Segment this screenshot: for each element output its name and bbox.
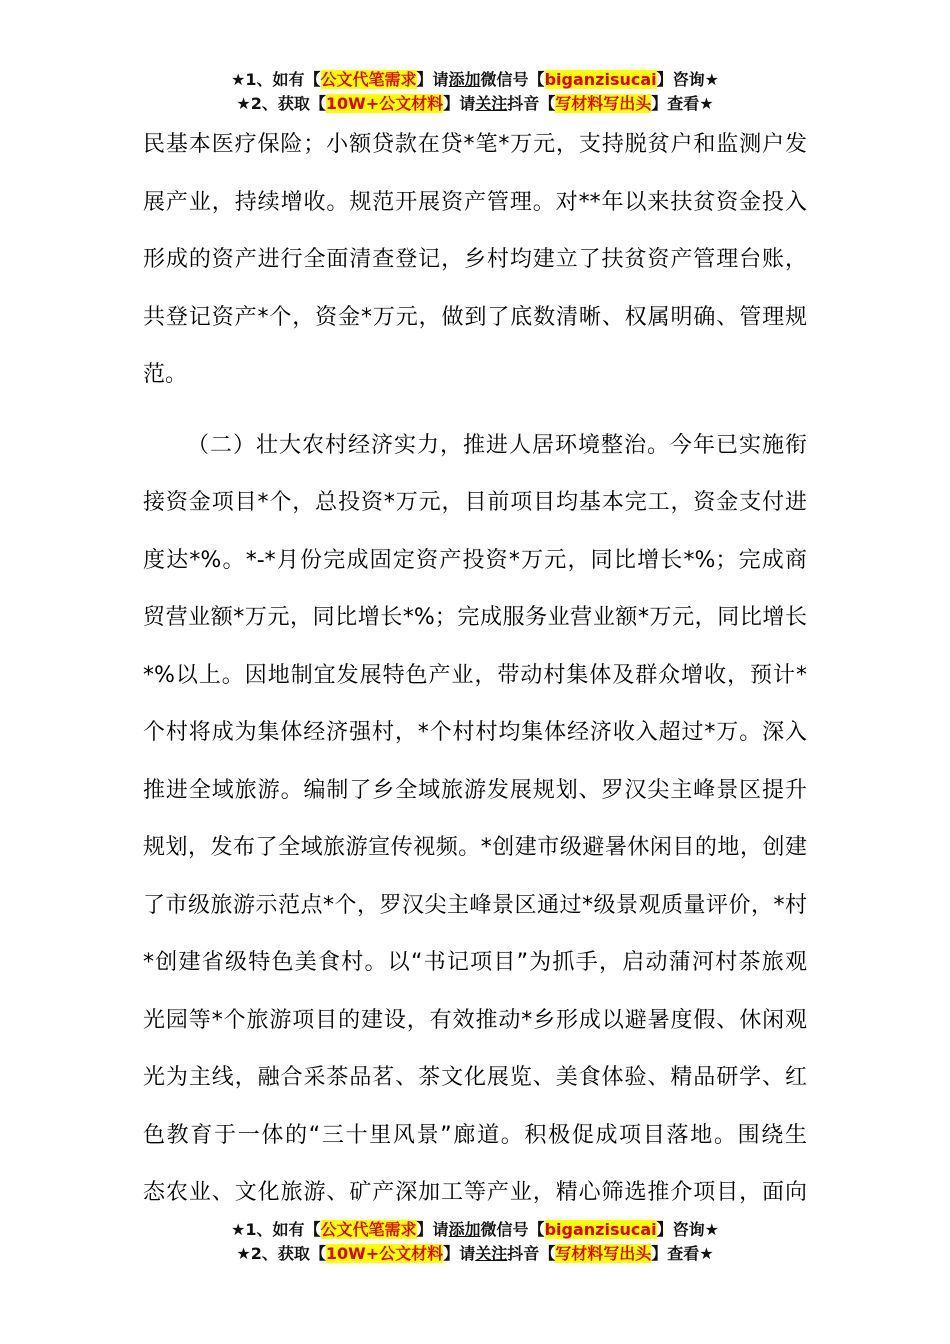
text-line: 民基本医疗保险；小额贷款在贷*笔*万元，支持脱贫户和监测户发 [143,132,807,157]
banner-text: 】请 [443,1244,476,1263]
text-line: 色教育于一体的“三十里风景”廊道。积极促成项目落地。围绕生 [143,1122,807,1148]
text-line: *%以上。因地制宜发展特色产业，带动村集体及群众增收，预计* [143,662,807,688]
highlight-text: 写材料写出头 [555,1244,652,1263]
underlined-text: 添加 [448,70,481,89]
paragraph-2 [143,417,807,1222]
highlight-text: 10W+公文材料 [325,1244,444,1263]
underlined-text: 添加 [448,1220,481,1239]
wechat-id-highlight: biganzisucai [544,70,657,89]
text-line: 共登记资产*个，资金*万元，做到了底数清晰、权属明确、管理规 [143,304,807,330]
text-line: 接资金项目*个，总投资*万元，目前项目均基本完工，资金支付进 [143,490,807,515]
banner-line-1 [0,1218,950,1242]
text-line: *创建省级特色美食村。以“书记项目”为抓手，启动蒲河村茶旅观 [143,950,807,975]
underlined-text: 关注 [475,94,508,113]
banner-text: 】请 [416,1220,449,1239]
highlight-text: 写材料写出头 [555,94,652,113]
header-banner [0,68,950,116]
highlight-text: 公文代笔需求 [320,70,417,89]
banner-text: 抖音【 [507,1244,556,1263]
banner-text: ★2、获取【 [236,1244,326,1263]
text-line: 展产业，持续增收。规范开展资产管理。对**年以来扶贫资金投入 [143,189,807,215]
highlight-text: 10W+公文材料 [325,94,444,113]
banner-text: 抖音【 [507,94,556,113]
banner-text: 】请 [443,94,476,113]
text-line: 推进全域旅游。编制了乡全域旅游发展规划、罗汉尖主峰景区提升 [143,777,807,803]
paragraph-1 [143,116,807,404]
text-line: 范。 [143,362,188,387]
text-line: 个村将成为集体经济强村，*个村村均集体经济收入超过*万。深入 [143,720,807,745]
text-line: 形成的资产进行全面清查登记，乡村均建立了扶贫资产管理台账， [143,247,807,272]
footer-banner [0,1218,950,1266]
banner-text: 】请 [416,70,449,89]
banner-text: 微信号【 [480,1220,545,1239]
document-body [143,116,807,1222]
highlight-text: 公文代笔需求 [320,1220,417,1239]
banner-text: ★1、如有【 [231,1220,321,1239]
banner-text: 】咨询★ [656,70,719,89]
banner-line-2 [0,92,950,116]
banner-line-1 [0,68,950,92]
banner-text: 微信号【 [480,70,545,89]
banner-text: 】查看★ [651,1244,714,1263]
text-line: 贸营业额*万元，同比增长*%；完成服务业营业额*万元，同比增长 [143,605,807,630]
text-line: 度达*%。*-*月份完成固定资产投资*万元，同比增长*%；完成商 [143,547,807,573]
banner-text: ★2、获取【 [236,94,326,113]
text-line: 光为主线，融合采茶品茗、茶文化展览、美食体验、精品研学、红 [143,1065,807,1090]
wechat-id-highlight: biganzisucai [544,1220,657,1239]
text-line: 规划，发布了全域旅游宣传视频。*创建市级避暑休闲目的地，创建 [143,835,807,860]
banner-text: 】咨询★ [656,1220,719,1239]
text-line: 光园等*个旅游项目的建设，有效推动*乡形成以避暑度假、休闲观 [143,1007,807,1033]
underlined-text: 关注 [475,1244,508,1263]
text-line: （二）壮大农村经济实力，推进人居环境整治。今年已实施衔 [187,432,807,458]
banner-line-2 [0,1242,950,1266]
paragraph-gap [143,404,807,417]
text-line: 了市级旅游示范点*个，罗汉尖主峰景区通过*级景观质量评价，*村 [143,892,807,918]
banner-text: ★1、如有【 [231,70,321,89]
banner-text: 】查看★ [651,94,714,113]
text-line: 态农业、文化旅游、矿产深加工等产业，精心筛选推介项目，面向 [143,1180,807,1205]
